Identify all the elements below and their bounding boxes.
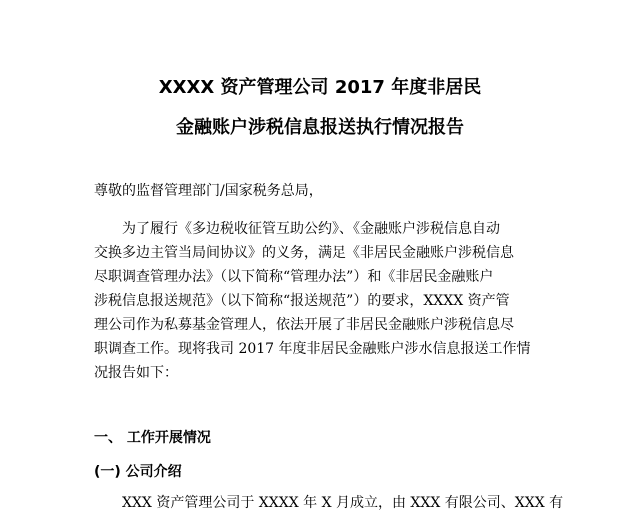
salutation: 尊敬的监督管理部门/国家税务总局，	[94, 183, 323, 199]
document-title-line-2: 金融账户涉税信息报送执行情况报告	[176, 117, 464, 138]
intro-line: 涉税信息报送规范》（以下简称“报送规范”）的要求，XXXX 资产管	[94, 293, 510, 309]
subsection-heading-company-intro: (一) 公司介绍	[94, 464, 182, 480]
section-heading-work-status: 一、 工作开展情况	[94, 430, 211, 446]
company-intro-text: XXX 资产管理公司于 XXXX 年 X 月成立，由 XXX 有限公司、XXX 有	[122, 495, 564, 511]
intro-line: 为了履行《多边税收征管互助公约》、《金融账户涉税信息自动	[122, 221, 500, 237]
intro-line: 职调查工作。现将我司 2017 年度非居民金融账户涉水信息报送工作情	[94, 341, 531, 357]
intro-line: 理公司作为私募基金管理人，依法开展了非居民金融账户涉税信息尽	[94, 317, 514, 333]
intro-line: 交换多边主管当局间协议》的义务，满足《非居民金融账户涉税信息	[94, 245, 514, 261]
intro-paragraph	[94, 217, 552, 385]
document-title-line-1: XXXX 资产管理公司 2017 年度非居民	[158, 77, 482, 98]
intro-line: 尽职调查管理办法》（以下简称“管理办法”）和《非居民金融账户	[94, 269, 494, 285]
intro-line: 况报告如下：	[94, 365, 178, 381]
